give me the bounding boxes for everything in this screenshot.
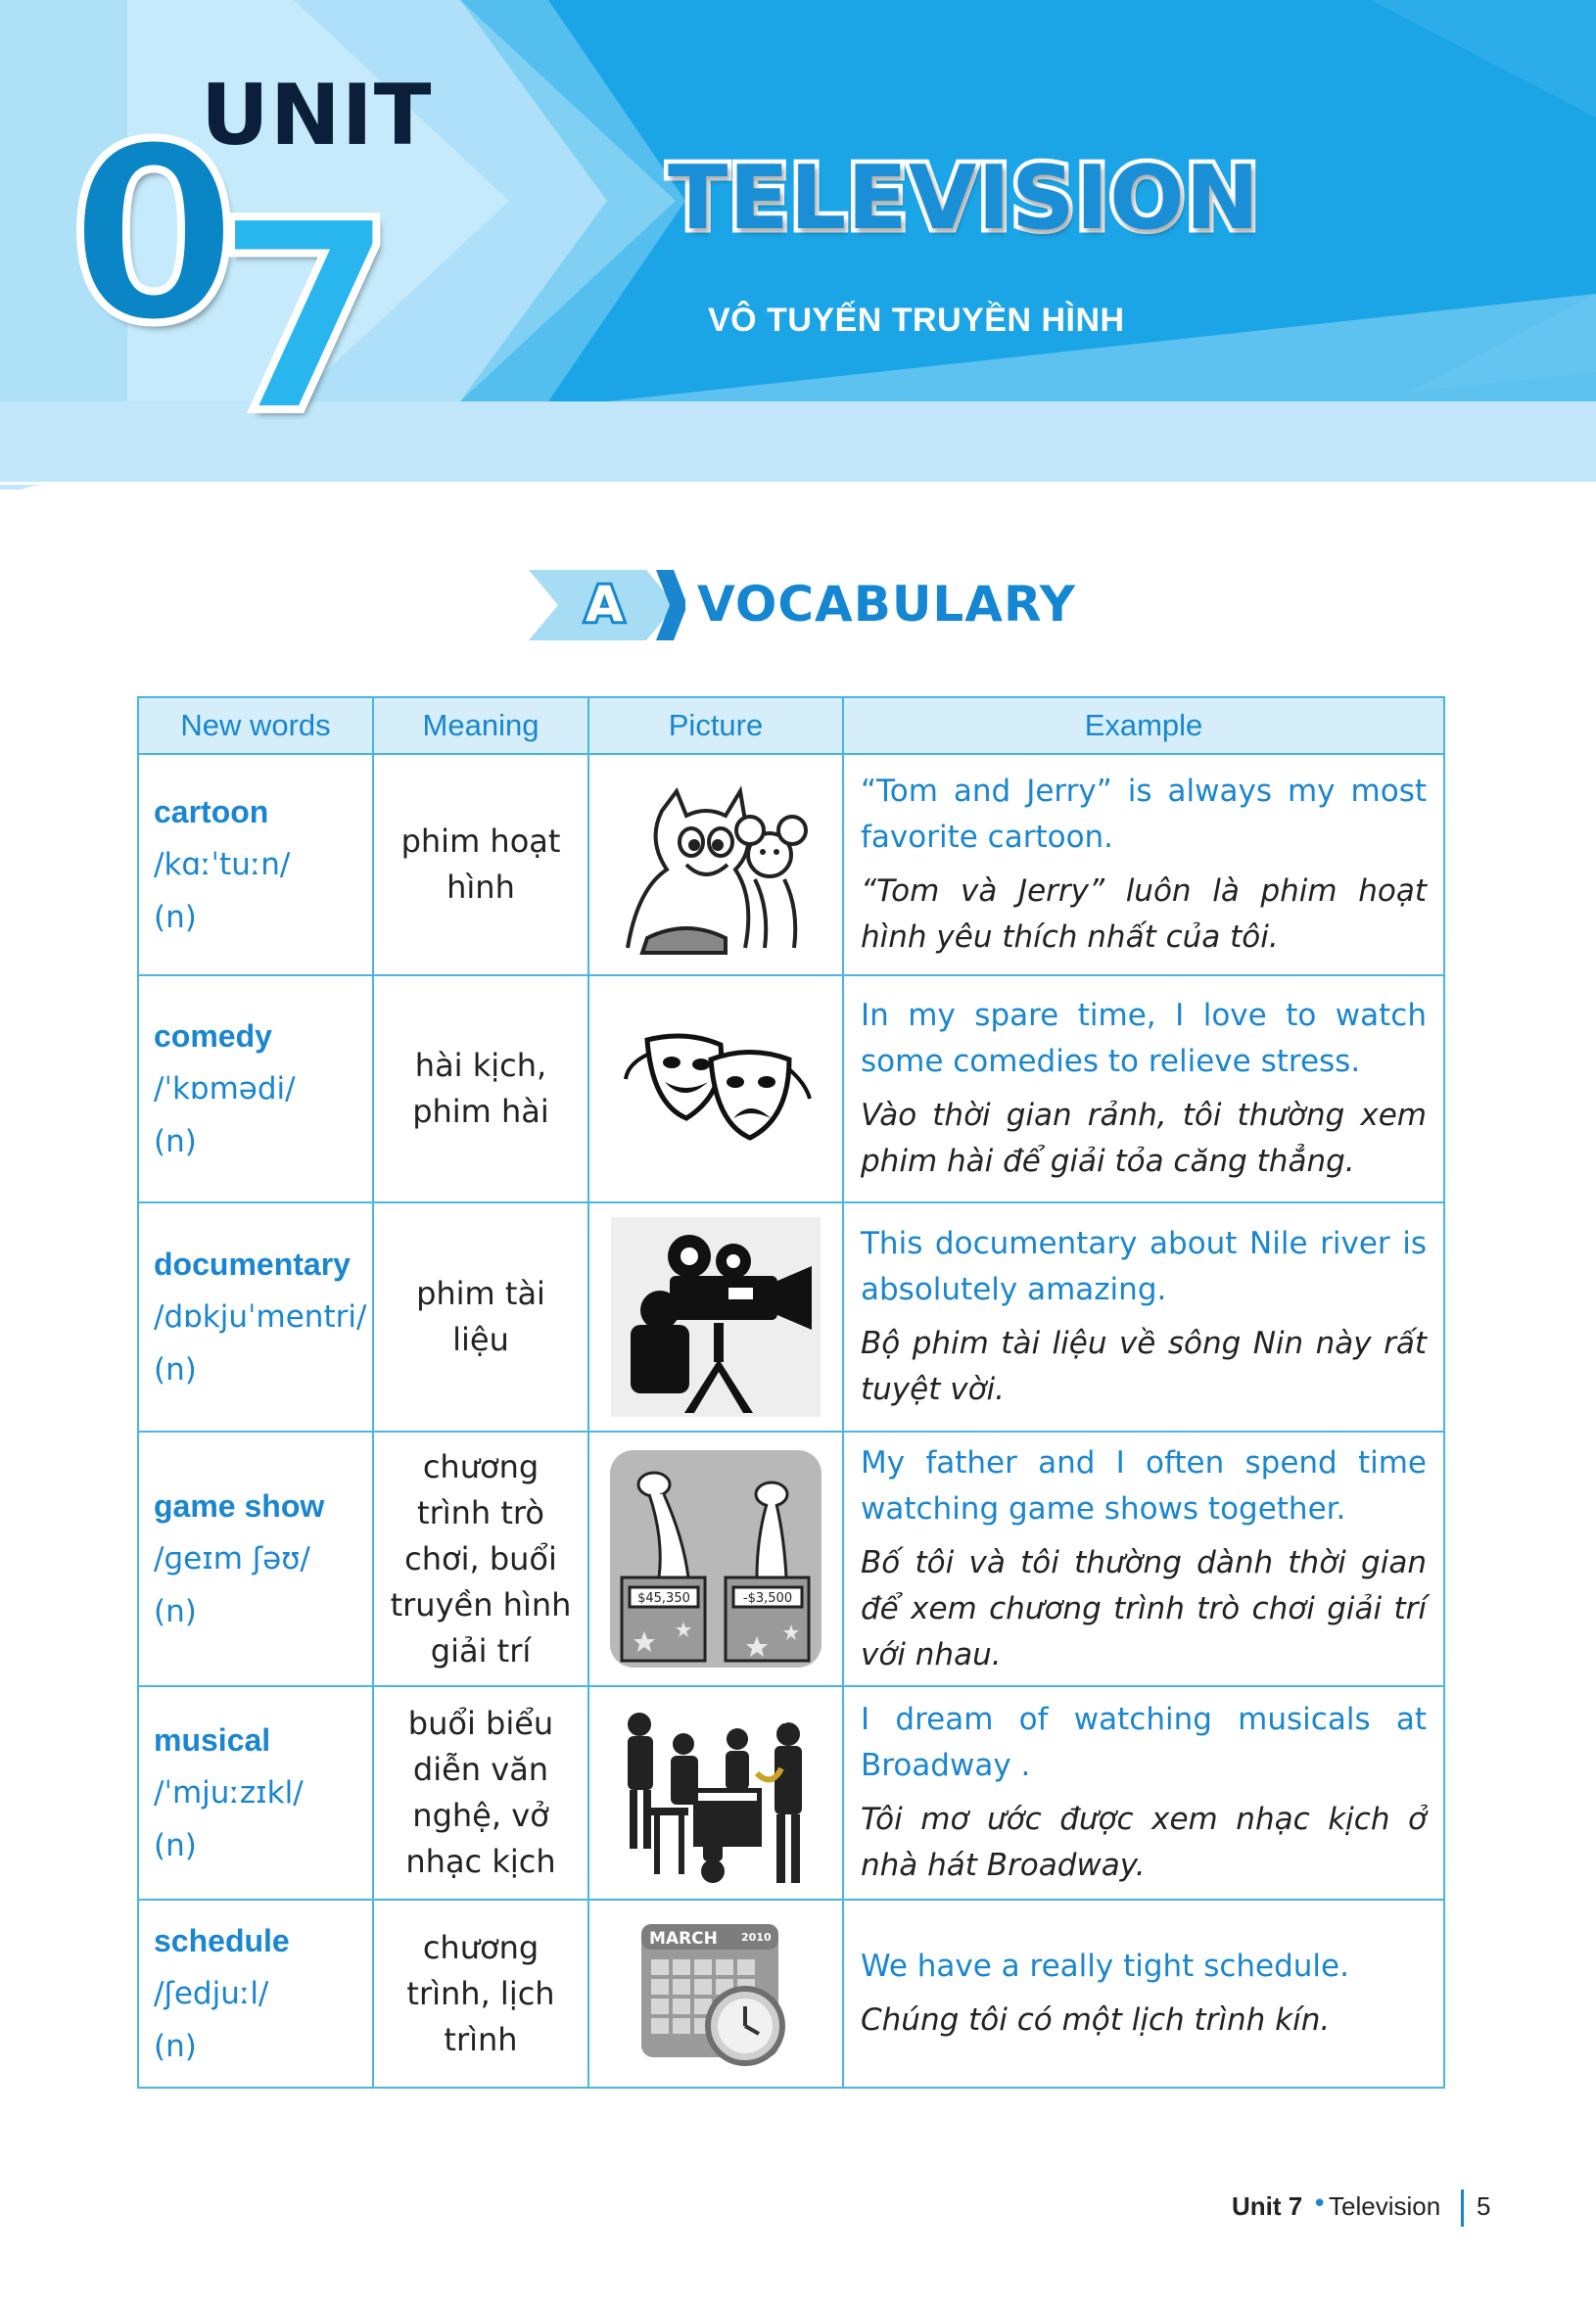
example-english: “Tom and Jerry” is always my most favorite cartoon. [861,774,1427,855]
table-row [138,1686,1444,1900]
example-cell [843,975,1444,1202]
example-english: I dream of watching musicals at Broadway . [861,1702,1427,1783]
vocab-word: game show [154,1488,325,1524]
word-cell [138,1686,373,1900]
vocab-meaning: phim tài liệu [373,1202,588,1432]
footer-topic: Television [1329,2191,1441,2221]
example-vietnamese: Bố tôi và tôi thường dành thời gian để xem chương trình trò chơi giải trí với nhau. [861,1544,1427,1672]
footer-unit: Unit 7 [1232,2191,1303,2221]
vocab-word: musical [154,1722,271,1758]
unit-number-first-digit: 0 [69,92,239,377]
table-row [138,754,1444,975]
example-vietnamese: Bộ phim tài liệu về sông Nin này rất tuyệt vời. [861,1326,1427,1407]
picture-cell [588,975,843,1202]
example-english: My father and I often spend time watching game shows together. [861,1444,1427,1527]
game-show-contestants-icon [610,1450,821,1668]
vocab-meaning: chương trình, lịch trình [373,1900,588,2088]
vocab-word: cartoon [154,794,269,829]
score-right: -$3,500 [742,1591,793,1606]
table-header-row [138,697,1444,754]
example-vietnamese: Vào thời gian rảnh, tôi thường xem phim hài để giải tỏa căng thẳng. [861,1098,1427,1179]
footer-separator-dot: • [1312,2189,1328,2219]
example-cell [843,1686,1444,1900]
score-left: $45,350 [637,1591,690,1606]
word-cell [138,754,373,975]
section-heading [529,566,1077,644]
table-row [138,1202,1444,1432]
picture-cell [588,1686,843,1900]
unit-number-second-digit: 7 [213,164,398,472]
example-cell [843,1202,1444,1432]
picture-cell [588,1202,843,1432]
vocab-meaning: phim hoạt hình [373,754,588,975]
example-english: This documentary about Nile river is absolutely amazing. [861,1226,1427,1307]
picture-cell [588,1900,843,2088]
word-cell [138,975,373,1202]
example-vietnamese: Chúng tôi có một lịch trình kín. [861,2002,1331,2038]
example-cell [843,1432,1444,1686]
column-header: New words [138,697,373,754]
vocab-part-of-speech: (n) [154,2029,197,2064]
picture-cell [588,754,843,975]
column-header: Example [843,697,1444,754]
calendar-clock-icon [637,1920,794,2067]
vocab-ipa: /dɒkjuˈmentri/ [154,1299,367,1335]
vocab-ipa: /ˈmjuːzɪkl/ [154,1775,304,1811]
column-header: Meaning [373,697,588,754]
vocab-ipa: /ɡeɪm ʃəʊ/ [154,1541,310,1577]
unit-subtitle: VÔ TUYẾN TRUYỀN HÌNH [708,302,1125,339]
table-row [138,975,1444,1202]
example-cell [843,754,1444,975]
unit-title: TELEVISION [668,147,1260,250]
vocabulary-table [137,696,1445,2089]
vocab-ipa: /kɑːˈtuːn/ [154,847,291,882]
vocab-word: comedy [154,1018,272,1054]
section-title: VOCABULARY [697,576,1076,633]
calendar-year: 2010 [741,1931,772,1944]
example-vietnamese: Tôi mơ ước được xem nhạc kịch ở nhà hát Broadway. [861,1802,1427,1883]
example-vietnamese: “Tom và Jerry” luôn là phim hoạt hình yêu thích nhất của tôi. [861,873,1427,955]
word-cell [138,1900,373,2088]
vocab-part-of-speech: (n) [154,1352,197,1388]
vocab-part-of-speech: (n) [154,900,197,935]
page-number: 5 [1477,2191,1491,2221]
table-row [138,1432,1444,1686]
musicians-icon [610,1695,821,1891]
vocab-word: schedule [154,1923,290,1958]
vocab-meaning: hài kịch, phim hài [373,975,588,1202]
vocab-part-of-speech: (n) [154,1594,197,1629]
word-cell [138,1432,373,1686]
example-english: In my spare time, I love to watch some comedies to relieve stress. [861,998,1427,1079]
word-cell [138,1202,373,1432]
vocab-part-of-speech: (n) [154,1828,197,1863]
vocab-meaning: buổi biểu diễn văn nghệ, vở nhạc kịch [373,1686,588,1900]
footer-divider [1461,2189,1464,2227]
vocab-part-of-speech: (n) [154,1124,197,1159]
column-header: Picture [588,697,843,754]
theater-masks-icon [618,1025,814,1153]
example-cell [843,1900,1444,2088]
calendar-month: MARCH [649,1929,718,1949]
table-row [138,1900,1444,2088]
vocab-ipa: /ʃedjuːl/ [154,1976,269,2011]
example-english: We have a really tight schedule. [861,1949,1349,1984]
picture-cell [588,1432,843,1686]
vocab-ipa: /ˈkɒmədi/ [154,1071,296,1106]
unit-banner [0,0,1596,490]
film-camera-icon [611,1217,821,1417]
cartoon-cat-mouse-icon [608,772,823,958]
section-letter: A [586,576,624,633]
unit-label: UNIT [201,67,433,165]
vocab-meaning: chương trình trò chơi, buổi truyền hình giải trí [373,1432,588,1686]
vocab-word: documentary [154,1247,351,1282]
